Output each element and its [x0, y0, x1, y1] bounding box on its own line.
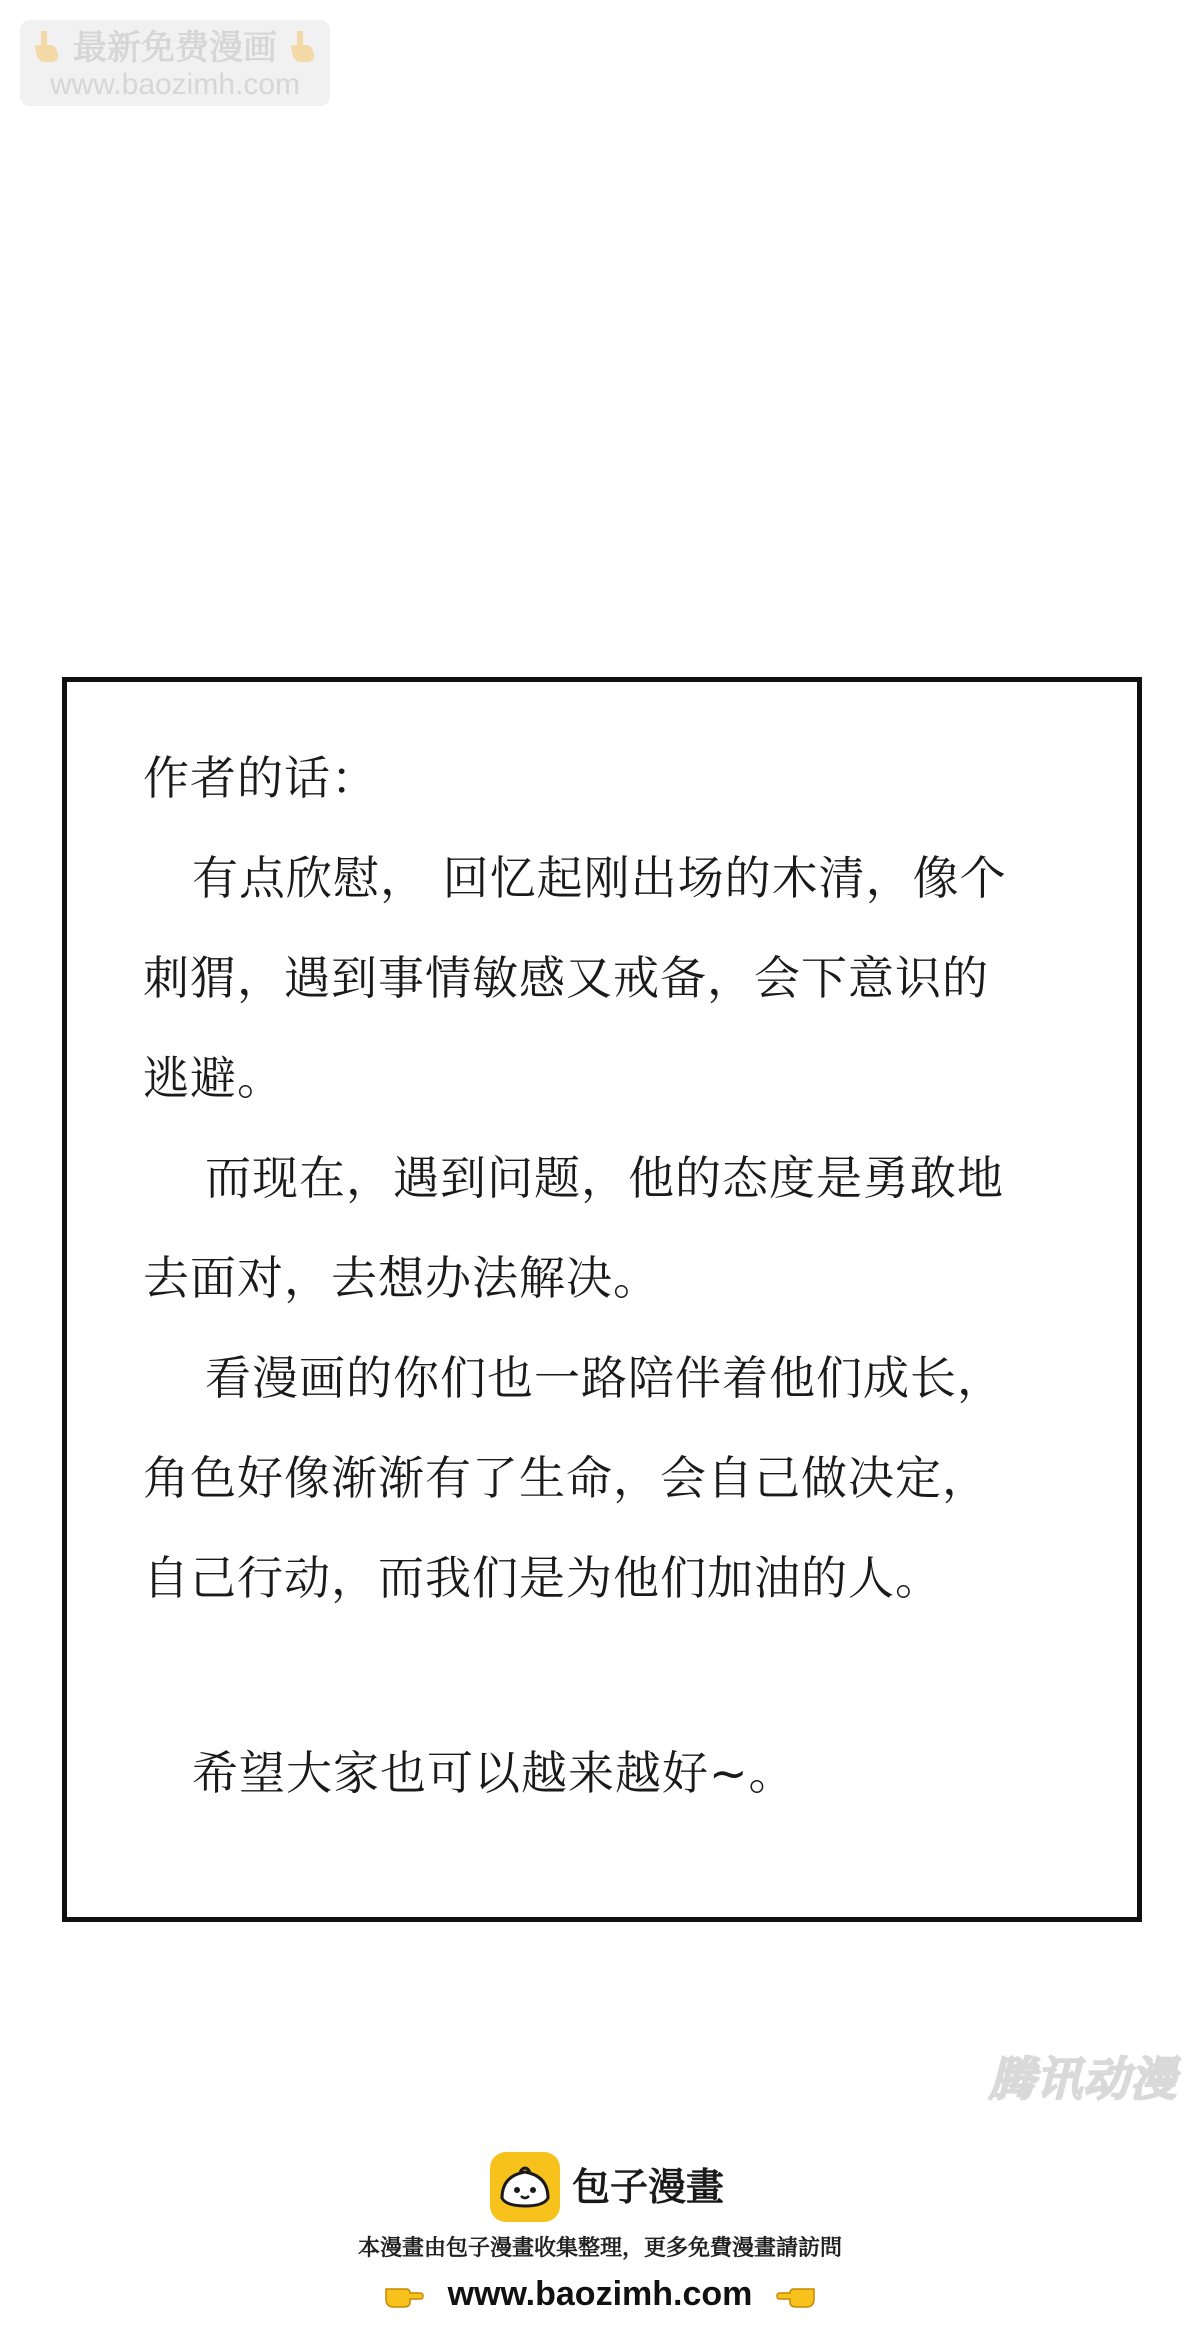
- footer-url-link[interactable]: www.baozimh.com: [447, 2275, 753, 2313]
- author-note-line: 有点欣慰， 回忆起刚出场的木清，像个: [192, 851, 1007, 905]
- pointing-down-hand-icon: [289, 29, 317, 63]
- author-note-line: 逃避。: [143, 1051, 284, 1105]
- author-note-line: 而现在，遇到问题，他的态度是勇敢地: [205, 1151, 1004, 1205]
- pointing-right-hand-icon: [384, 2279, 424, 2309]
- author-note-heading: 作者的话：: [143, 751, 378, 805]
- baozi-logo-icon: [490, 2152, 560, 2222]
- author-note-line: 角色好像渐渐有了生命，会自己做决定，: [143, 1451, 989, 1505]
- footer-url-row[interactable]: [0, 2272, 1200, 2316]
- baozi-face-icon: [490, 2152, 560, 2222]
- author-note-line: 刺猬，遇到事情敏感又戒备，会下意识的: [143, 951, 989, 1005]
- pointing-left-hand-icon: [776, 2279, 816, 2309]
- watermark-title-row: [20, 28, 330, 68]
- tencent-watermark: [988, 2050, 1178, 2108]
- pointing-down-hand-icon: [33, 29, 61, 63]
- footer-note: 本漫畫由包子漫畫收集整理，更多免費漫畫請訪問: [357, 2236, 842, 2261]
- tencent-watermark-text: 腾讯动漫: [989, 2052, 1177, 2106]
- author-note-line: 希望大家也可以越来越好~。: [192, 1746, 796, 1800]
- watermark-title: 最新免费漫画: [73, 28, 277, 68]
- watermark-badge: [20, 20, 330, 106]
- watermark-url: www.baozimh.com: [49, 68, 301, 101]
- author-note-line: 自己行动，而我们是为他们加油的人。: [143, 1551, 942, 1605]
- author-note-line: 去面对，去想办法解决。: [143, 1251, 660, 1305]
- author-note-line: 看漫画的你们也一路陪伴着他们成长，: [205, 1351, 1004, 1405]
- brand-name: 包子漫畫: [572, 2165, 725, 2209]
